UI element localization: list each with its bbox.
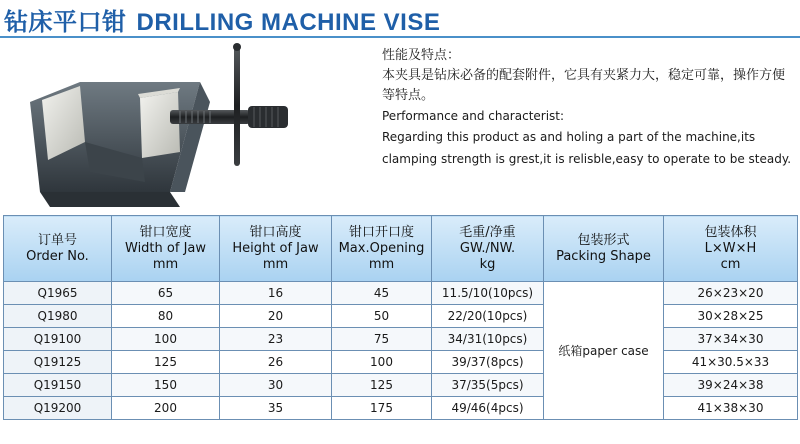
vise-product-image	[20, 42, 350, 212]
table-row	[4, 397, 798, 420]
cell-width: 125	[112, 351, 220, 374]
cell-order: Q19100	[4, 328, 112, 351]
cell-opening: 100	[332, 351, 432, 374]
header-divider	[0, 36, 800, 38]
cell-weight: 39/37(8pcs)	[432, 351, 544, 374]
col-header-volume: 包装体积 L×W×H cm	[664, 216, 798, 282]
cell-width: 80	[112, 305, 220, 328]
cell-opening: 50	[332, 305, 432, 328]
cell-width: 200	[112, 397, 220, 420]
features-body-en: Regarding this product as and holing a part of the machine,its clamping strength is grest,it is relisble,easy to operate to be steady.	[382, 130, 792, 166]
table-row	[4, 305, 798, 328]
col-header-weight: 毛重/净重 GW./NW. kg	[432, 216, 544, 282]
cell-height: 20	[220, 305, 332, 328]
page-header	[0, 0, 800, 40]
cell-order: Q1965	[4, 282, 112, 305]
cell-height: 23	[220, 328, 332, 351]
spec-table	[3, 215, 798, 420]
cell-weight: 37/35(5pcs)	[432, 374, 544, 397]
page-title	[4, 2, 440, 37]
features-section	[382, 46, 792, 170]
cell-weight: 22/20(10pcs)	[432, 305, 544, 328]
cell-height: 35	[220, 397, 332, 420]
title-en: DRILLING MACHINE VISE	[136, 9, 441, 36]
cell-volume: 41×38×30	[664, 397, 798, 420]
cell-volume: 26×23×20	[664, 282, 798, 305]
cell-width: 65	[112, 282, 220, 305]
cell-height: 26	[220, 351, 332, 374]
cell-opening: 175	[332, 397, 432, 420]
cell-weight: 11.5/10(10pcs)	[432, 282, 544, 305]
features-body-zh: 本夹具是钻床必备的配套附件，它具有夹紧力大，稳定可靠，操作方便等特点。	[382, 68, 786, 103]
cell-volume: 41×30.5×33	[664, 351, 798, 374]
cell-volume: 30×28×25	[664, 305, 798, 328]
cell-width: 100	[112, 328, 220, 351]
col-header-opening: 钳口开口度 Max.Opening mm	[332, 216, 432, 282]
cell-width: 150	[112, 374, 220, 397]
features-heading-en: Performance and characterist:	[382, 109, 565, 123]
cell-height: 30	[220, 374, 332, 397]
cell-volume: 37×34×30	[664, 328, 798, 351]
cell-volume: 39×24×38	[664, 374, 798, 397]
cell-packing: 纸箱paper case	[544, 282, 664, 420]
col-header-order: 订单号 Order No.	[4, 216, 112, 282]
cell-order: Q19150	[4, 374, 112, 397]
features-heading-zh: 性能及特点：	[382, 48, 461, 63]
cell-order: Q19200	[4, 397, 112, 420]
table-row	[4, 328, 798, 351]
title-zh: 钻床平口钳	[4, 8, 127, 36]
cell-opening: 125	[332, 374, 432, 397]
cell-order: Q19125	[4, 351, 112, 374]
col-header-width: 钳口宽度 Width of Jaw mm	[112, 216, 220, 282]
table-row	[4, 351, 798, 374]
col-header-packing: 包装形式 Packing Shape	[544, 216, 664, 282]
table-row	[4, 282, 798, 305]
cell-weight: 34/31(10pcs)	[432, 328, 544, 351]
table-row	[4, 374, 798, 397]
cell-order: Q1980	[4, 305, 112, 328]
table-header-row	[4, 216, 798, 282]
cell-height: 16	[220, 282, 332, 305]
cell-opening: 75	[332, 328, 432, 351]
cell-weight: 49/46(4pcs)	[432, 397, 544, 420]
col-header-height: 钳口高度 Height of Jaw mm	[220, 216, 332, 282]
cell-opening: 45	[332, 282, 432, 305]
